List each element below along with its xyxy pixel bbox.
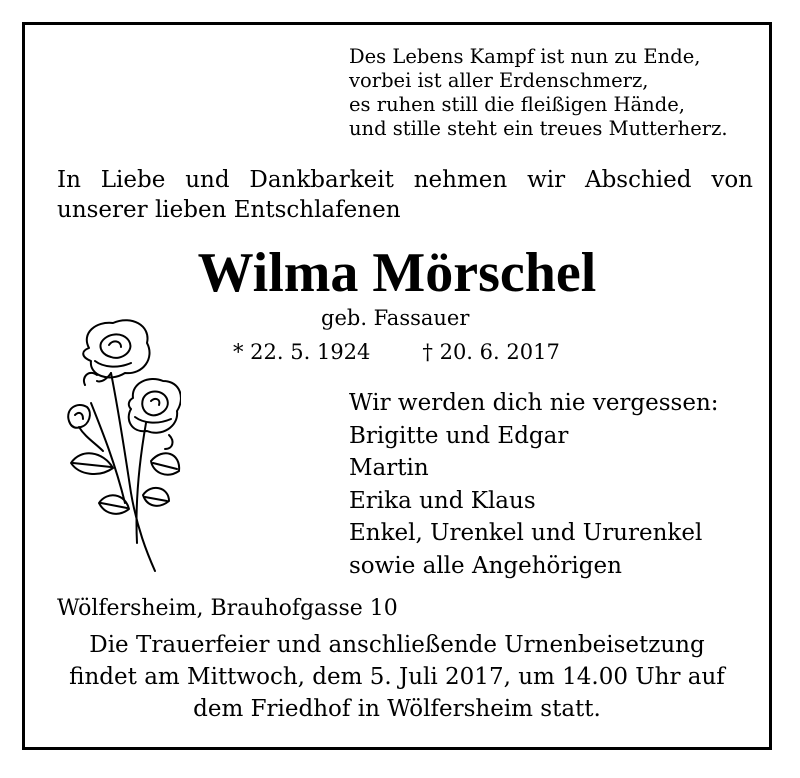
poem-line: vorbei ist aller Erdenschmerz, bbox=[349, 69, 649, 92]
rose-icon bbox=[51, 303, 181, 573]
deceased-name: Wilma Mörschel bbox=[197, 242, 597, 304]
life-dates bbox=[233, 338, 560, 366]
poem-line: Des Lebens Kampf ist nun zu Ende, bbox=[349, 45, 701, 68]
mourners-heading: Wir werden dich nie vergessen: bbox=[349, 390, 719, 416]
poem bbox=[349, 45, 759, 141]
obituary-frame bbox=[22, 22, 772, 750]
address: Wölfersheim, Brauhofgasse 10 bbox=[57, 596, 398, 621]
funeral-line: findet am Mittwoch, dem 5. Juli 2017, um 14.00 Uhr auf bbox=[69, 664, 725, 690]
birth-name: geb. Fassauer bbox=[321, 306, 470, 330]
mourner-entry: Brigitte und Edgar bbox=[349, 422, 569, 449]
mourners-list bbox=[349, 387, 719, 582]
mourner-entry: sowie alle Angehörigen bbox=[349, 552, 622, 579]
intro-line: unserer lieben Entschlafenen bbox=[57, 197, 401, 223]
poem-line: und stille steht ein treues Mutterherz. bbox=[349, 117, 728, 140]
birth-date: * 22. 5. 1924 bbox=[233, 340, 371, 364]
poem-line: es ruhen still die fleißigen Hände, bbox=[349, 93, 685, 116]
mourner-entry: Erika und Klaus bbox=[349, 487, 536, 514]
intro-line: In Liebe und Dankbarkeit nehmen wir Abschied von bbox=[57, 167, 753, 193]
intro-text bbox=[57, 165, 753, 225]
funeral-line: Die Trauerfeier und anschließende Urnenbeisetzung bbox=[89, 632, 705, 658]
mourner-entry: Enkel, Urenkel und Ururenkel bbox=[349, 520, 703, 546]
funeral-notice bbox=[45, 629, 749, 725]
mourner-entry: Martin bbox=[349, 455, 429, 481]
funeral-line: dem Friedhof in Wölfersheim statt. bbox=[193, 696, 601, 722]
death-date: † 20. 6. 2017 bbox=[422, 340, 560, 364]
